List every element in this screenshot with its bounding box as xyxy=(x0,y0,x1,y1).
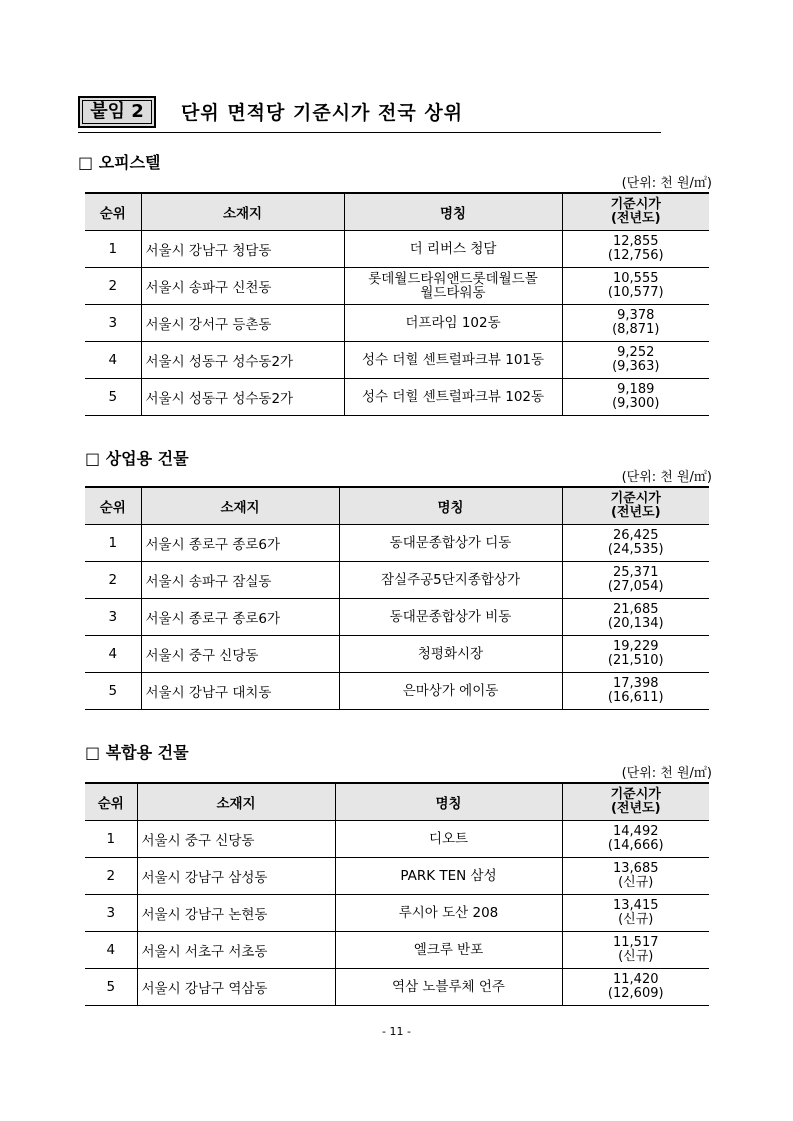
name-cell: 잠실주공5단지종합상가 xyxy=(339,562,562,599)
name-cell: 루시아 도산 208 xyxy=(335,895,562,932)
col-price: 기준시가 (전년도) xyxy=(562,487,709,525)
location-cell: 서울시 강남구 청담동 xyxy=(141,231,344,268)
col-name: 명칭 xyxy=(339,487,562,525)
location-cell: 서울시 종로구 종로6가 xyxy=(141,599,339,636)
location-cell: 서울시 종로구 종로6가 xyxy=(141,525,339,562)
location-cell: 서울시 강서구 등촌동 xyxy=(141,305,344,342)
col-price: 기준시가 (전년도) xyxy=(562,193,709,231)
page-title: 단위 면적당 기준시가 전국 상위 xyxy=(181,102,464,124)
page-number: - 11 - xyxy=(382,1025,411,1038)
rank-cell: 3 xyxy=(85,599,141,636)
rank-cell: 5 xyxy=(85,673,141,710)
table-row xyxy=(85,599,709,636)
rank-cell: 2 xyxy=(85,858,137,895)
price-cell: 13,685 (신규) xyxy=(562,858,709,895)
col-name: 명칭 xyxy=(335,783,562,821)
name-cell: 롯데월드타워앤드롯데월드몰 월드타워동 xyxy=(344,268,562,305)
section-title-mixed-use: □ 복합용 건물 xyxy=(85,743,189,762)
name-cell: 성수 더힐 센트럴파크뷰 101동 xyxy=(344,342,562,379)
price-cell: 11,420 (12,609) xyxy=(562,969,709,1006)
price-cell: 10,555 (10,577) xyxy=(562,268,709,305)
section-title-commercial: □ 상업용 건물 xyxy=(85,449,189,468)
rank-cell: 2 xyxy=(85,562,141,599)
col-rank: 순위 xyxy=(85,783,137,821)
name-cell: 은마상가 에이동 xyxy=(339,673,562,710)
location-cell: 서울시 송파구 신천동 xyxy=(141,268,344,305)
price-cell: 26,425 (24,535) xyxy=(562,525,709,562)
price-cell: 9,378 (8,871) xyxy=(562,305,709,342)
location-cell: 서울시 송파구 잠실동 xyxy=(141,562,339,599)
table-row xyxy=(85,562,709,599)
col-location: 소재지 xyxy=(137,783,335,821)
table-row xyxy=(85,379,709,416)
col-rank: 순위 xyxy=(85,487,141,525)
unit-label: (단위: 천 원/㎡) xyxy=(621,766,712,781)
price-cell: 12,855 (12,756) xyxy=(562,231,709,268)
name-cell: 더 리버스 청담 xyxy=(344,231,562,268)
location-cell: 서울시 성동구 성수동2가 xyxy=(141,342,344,379)
rank-cell: 4 xyxy=(85,636,141,673)
location-cell: 서울시 중구 신당동 xyxy=(141,636,339,673)
location-cell: 서울시 성동구 성수동2가 xyxy=(141,379,344,416)
rank-cell: 3 xyxy=(85,895,137,932)
price-cell: 17,398 (16,611) xyxy=(562,673,709,710)
rank-cell: 5 xyxy=(85,379,141,416)
location-cell: 서울시 강남구 대치동 xyxy=(141,673,339,710)
table-row xyxy=(85,636,709,673)
col-rank: 순위 xyxy=(85,193,141,231)
price-cell: 11,517 (신규) xyxy=(562,932,709,969)
location-cell: 서울시 서초구 서초동 xyxy=(137,932,335,969)
unit-label: (단위: 천 원/㎡) xyxy=(621,176,712,191)
unit-label: (단위: 천 원/㎡) xyxy=(621,470,712,485)
table-mixed-use xyxy=(85,782,709,1006)
col-price: 기준시가 (전년도) xyxy=(562,783,709,821)
name-cell: 역삼 노블루체 언주 xyxy=(335,969,562,1006)
location-cell: 서울시 강남구 삼성동 xyxy=(137,858,335,895)
name-cell: 디오트 xyxy=(335,821,562,858)
table-row xyxy=(85,932,709,969)
section-title-officetel: □ 오피스텔 xyxy=(78,153,161,172)
table-officetel xyxy=(85,192,709,416)
name-cell: 더프라임 102동 xyxy=(344,305,562,342)
table-header-row xyxy=(85,193,709,231)
price-cell: 19,229 (21,510) xyxy=(562,636,709,673)
price-cell: 21,685 (20,134) xyxy=(562,599,709,636)
rank-cell: 2 xyxy=(85,268,141,305)
table-row xyxy=(85,858,709,895)
rank-cell: 3 xyxy=(85,305,141,342)
table-row xyxy=(85,969,709,1006)
table-commercial xyxy=(85,486,709,710)
table-row xyxy=(85,268,709,305)
table-row xyxy=(85,342,709,379)
table-row xyxy=(85,305,709,342)
table-row xyxy=(85,231,709,268)
table-header-row xyxy=(85,783,709,821)
name-cell: 동대문종합상가 비동 xyxy=(339,599,562,636)
name-cell: 동대문종합상가 디동 xyxy=(339,525,562,562)
price-cell: 14,492 (14,666) xyxy=(562,821,709,858)
col-name: 명칭 xyxy=(344,193,562,231)
attachment-badge: 붙임 2 xyxy=(78,96,156,128)
location-cell: 서울시 강남구 논현동 xyxy=(137,895,335,932)
table-row xyxy=(85,821,709,858)
price-cell: 9,252 (9,363) xyxy=(562,342,709,379)
name-cell: 성수 더힐 센트럴파크뷰 102동 xyxy=(344,379,562,416)
rank-cell: 1 xyxy=(85,821,137,858)
rank-cell: 4 xyxy=(85,932,137,969)
name-cell: PARK TEN 삼성 xyxy=(335,858,562,895)
price-cell: 9,189 (9,300) xyxy=(562,379,709,416)
name-cell: 엘크루 반포 xyxy=(335,932,562,969)
rank-cell: 1 xyxy=(85,231,141,268)
rank-cell: 1 xyxy=(85,525,141,562)
location-cell: 서울시 중구 신당동 xyxy=(137,821,335,858)
rank-cell: 4 xyxy=(85,342,141,379)
price-cell: 25,371 (27,054) xyxy=(562,562,709,599)
document-header xyxy=(78,96,661,133)
col-location: 소재지 xyxy=(141,193,344,231)
rank-cell: 5 xyxy=(85,969,137,1006)
name-cell: 청평화시장 xyxy=(339,636,562,673)
location-cell: 서울시 강남구 역삼동 xyxy=(137,969,335,1006)
table-row xyxy=(85,525,709,562)
table-row xyxy=(85,673,709,710)
col-location: 소재지 xyxy=(141,487,339,525)
table-row xyxy=(85,895,709,932)
price-cell: 13,415 (신규) xyxy=(562,895,709,932)
table-header-row xyxy=(85,487,709,525)
